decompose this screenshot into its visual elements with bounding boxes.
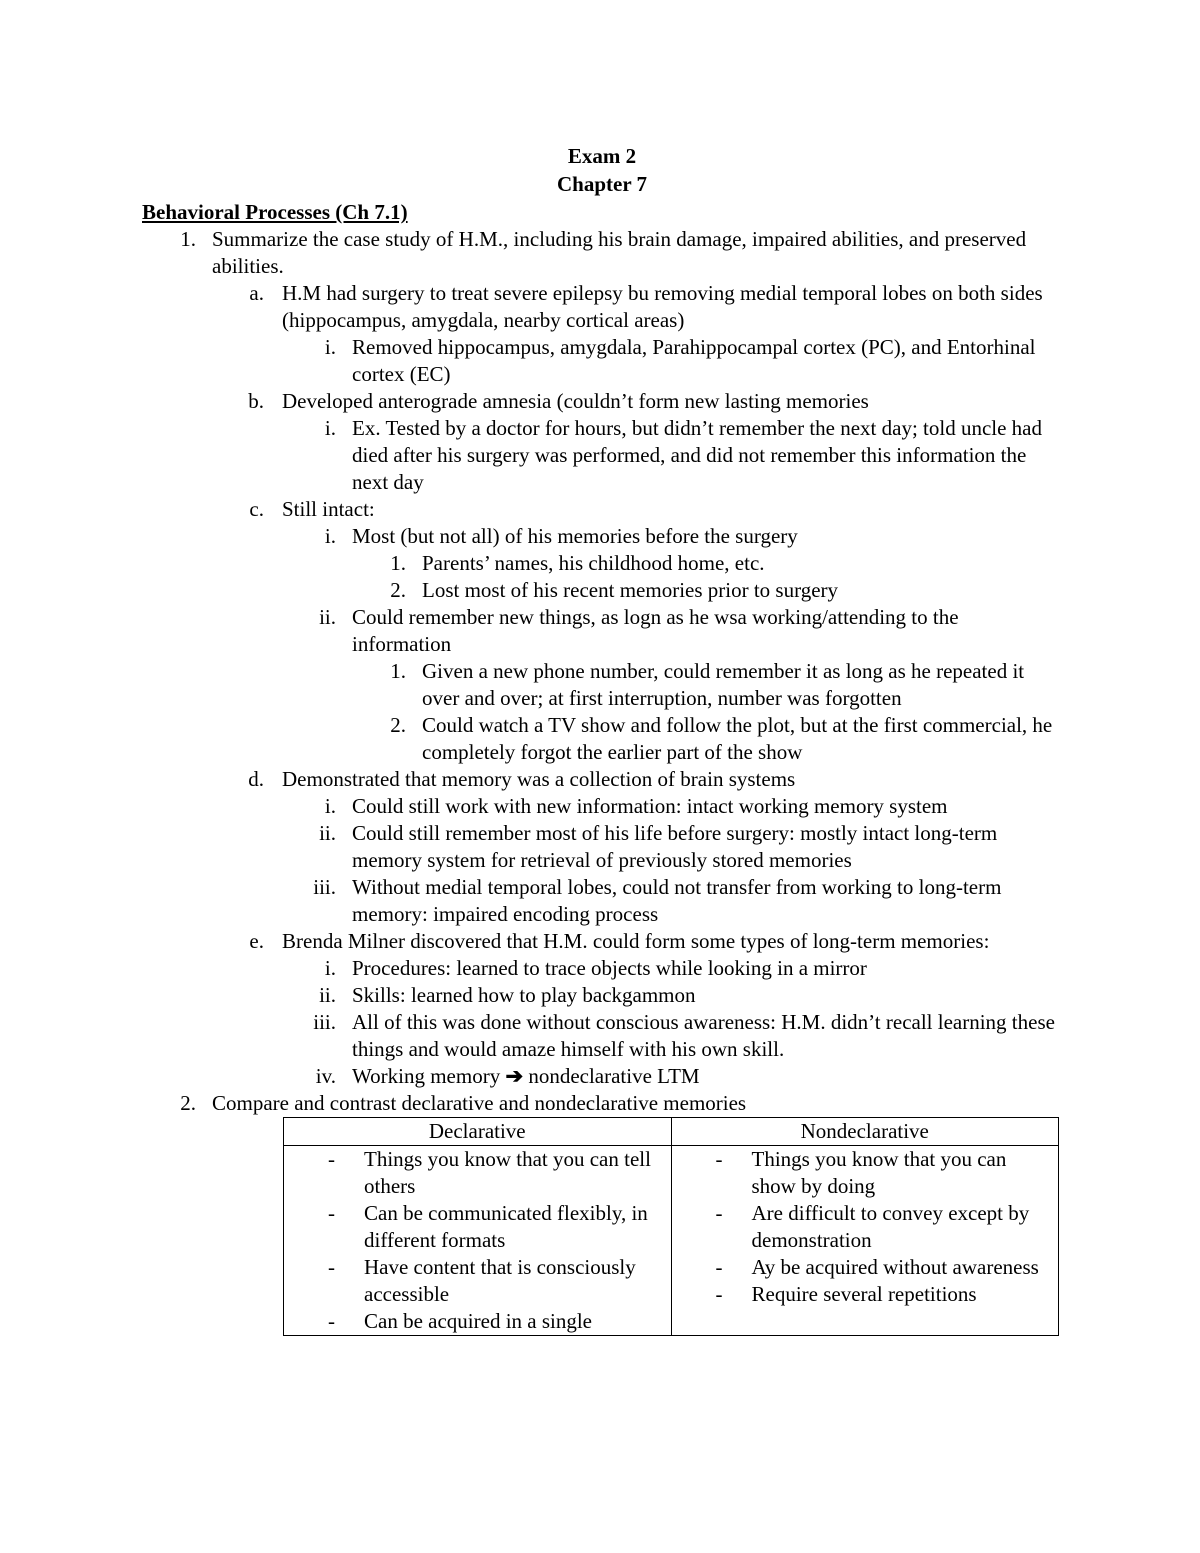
list-item-text: Skills: learned how to play backgammon (352, 983, 696, 1007)
list-item (282, 334, 1062, 388)
dash-marker: - (715, 1282, 723, 1306)
list-item (282, 874, 1062, 928)
list-item-text: Ex. Tested by a doctor for hours, but didn’t remember the next day; told uncle had died after his surgery was performed, and did not remember this information the next day (352, 416, 1042, 494)
list-item-c (212, 496, 1062, 766)
list-item-text: All of this was done without conscious awareness: H.M. didn’t recall learning these things and would amaze himself with his own skill. (352, 1010, 1055, 1061)
sub-list (352, 658, 1062, 766)
table-header-row (284, 1118, 1059, 1146)
list-item-b (212, 388, 1062, 496)
list-item-text: Are difficult to convey except by demonstration (751, 1201, 1030, 1252)
list-item-text: Things you know that you can show by doing (751, 1147, 1007, 1198)
list-marker: 1. (390, 659, 406, 683)
sub-list (282, 334, 1062, 388)
list-item (282, 1063, 1062, 1090)
nondeclarative-cell (671, 1146, 1059, 1336)
list-item (282, 820, 1062, 874)
list-item (282, 523, 1062, 604)
list-marker: i. (324, 416, 336, 440)
list-item-text: Developed anterograde amnesia (couldn’t form new lasting memories (282, 389, 869, 413)
list-item (352, 712, 1062, 766)
list-marker: i. (324, 524, 336, 548)
dash-marker: - (328, 1147, 335, 1171)
list-marker: c. (249, 497, 264, 521)
sub-list (282, 793, 1062, 928)
list-item (282, 604, 1062, 766)
list-item (672, 1281, 1059, 1308)
list-item (282, 955, 1062, 982)
list-item (282, 793, 1062, 820)
dash-marker: - (715, 1147, 723, 1171)
sub-list (282, 955, 1062, 1090)
declarative-cell (284, 1146, 672, 1336)
list-item-text: Given a new phone number, could remember it as long as he repeated it over and over; at first interruption, number was forgotten (422, 659, 1025, 710)
list-marker: ii. (319, 983, 336, 1007)
list-marker: i. (324, 956, 336, 980)
list-marker: iv. (315, 1064, 336, 1088)
list-item-e (212, 928, 1062, 1090)
list-item (352, 550, 1062, 577)
list-item-text: Demonstrated that memory was a collection of brain systems (282, 767, 796, 791)
sub-list (282, 415, 1062, 496)
list-marker: a. (249, 281, 264, 305)
list-item-d (212, 766, 1062, 928)
list-item-text: nondeclarative LTM (523, 1064, 700, 1088)
list-item (284, 1254, 671, 1308)
list-marker: ii. (319, 605, 336, 629)
list-item-a (212, 280, 1062, 388)
list-item (352, 577, 1062, 604)
list-item-text: Have content that is consciously accessible (364, 1255, 636, 1306)
list-item (282, 1009, 1062, 1063)
list-item-text: Ay be acquired without awareness (751, 1255, 1039, 1279)
doc-title: Exam 2 (567, 144, 637, 168)
right-arrow-icon: ➔ (505, 1064, 524, 1088)
list-item-text: Could remember new things, as logn as he wsa working/attending to the information (352, 605, 959, 656)
list-item-text: Can be acquired in a single (364, 1309, 593, 1333)
question-1 (142, 226, 1062, 1090)
list-item-text: Can be communicated flexibly, in different formats (364, 1201, 648, 1252)
list-item-text: Require several repetitions (751, 1282, 977, 1306)
list-marker: 1. (390, 551, 406, 575)
sub-list (352, 550, 1062, 604)
list-item (282, 415, 1062, 496)
list-marker: d. (248, 767, 264, 791)
list-marker: 2. (180, 1091, 196, 1115)
list-item-text: Still intact: (282, 497, 375, 521)
list-item (284, 1146, 671, 1200)
list-marker: ii. (319, 821, 336, 845)
dash-marker: - (328, 1201, 335, 1225)
column-header-declarative: Declarative (284, 1118, 672, 1146)
question-list (142, 226, 1062, 1117)
list-item (672, 1200, 1059, 1254)
dash-marker: - (328, 1255, 335, 1279)
list-item-text: Could still remember most of his life before surgery: mostly intact long-term memory system for retrieval of previously stored memories (352, 821, 998, 872)
table-row (284, 1146, 1059, 1336)
comparison-table (283, 1117, 1059, 1336)
list-item-text: Things you know that you can tell others (364, 1147, 651, 1198)
list-item-text: H.M had surgery to treat severe epilepsy bu removing medial temporal lobes on both sides (hippocampus, amygdala, nearby cortical areas) (282, 281, 1043, 332)
list-item-text: Brenda Milner discovered that H.M. could form some types of long-term memories: (282, 929, 990, 953)
list-item (282, 982, 1062, 1009)
doc-subtitle: Chapter 7 (556, 172, 648, 196)
list-item (672, 1254, 1059, 1281)
list-item-text: Without medial temporal lobes, could not transfer from working to long-term memory: impaired encoding process (352, 875, 1002, 926)
list-item (352, 658, 1062, 712)
list-marker: b. (248, 389, 264, 413)
list-item-text: Lost most of his recent memories prior to surgery (422, 578, 839, 602)
list-marker: e. (249, 929, 264, 953)
question-2 (142, 1090, 1062, 1117)
list-marker: iii. (313, 875, 336, 899)
list-item-text: Could watch a TV show and follow the plot, but at the first commercial, he completely forgot the earlier part of the show (422, 713, 1053, 764)
list-item-text: Removed hippocampus, amygdala, Parahippocampal cortex (PC), and Entorhinal cortex (EC) (352, 335, 1036, 386)
list-marker: i. (324, 794, 336, 818)
list-item-text: Parents’ names, his childhood home, etc. (422, 551, 765, 575)
list-marker: iii. (313, 1010, 336, 1034)
dash-marker: - (328, 1309, 335, 1333)
section-heading: Behavioral Processes (Ch 7.1) (142, 200, 408, 224)
dash-marker: - (715, 1201, 723, 1225)
list-item (284, 1308, 671, 1335)
sub-list (212, 280, 1062, 1090)
list-item-text: Procedures: learned to trace objects while looking in a mirror (352, 956, 867, 980)
list-item-text: Most (but not all) of his memories before the surgery (352, 524, 798, 548)
column-header-nondeclarative: Nondeclarative (671, 1118, 1059, 1146)
list-item (672, 1146, 1059, 1200)
question-text: Compare and contrast declarative and nondeclarative memories (212, 1091, 747, 1115)
list-marker: 2. (390, 713, 406, 737)
list-marker: 1. (180, 227, 196, 251)
list-item (284, 1200, 671, 1254)
dash-marker: - (715, 1255, 723, 1279)
list-item-text: Could still work with new information: intact working memory system (352, 794, 948, 818)
list-item-text: Working memory (352, 1064, 506, 1088)
list-marker: 2. (390, 578, 406, 602)
document-page (142, 142, 1062, 1336)
sub-list (282, 523, 1062, 766)
list-marker: i. (324, 335, 336, 359)
question-text: Summarize the case study of H.M., including his brain damage, impaired abilities, and preserved abilities. (212, 227, 1027, 278)
